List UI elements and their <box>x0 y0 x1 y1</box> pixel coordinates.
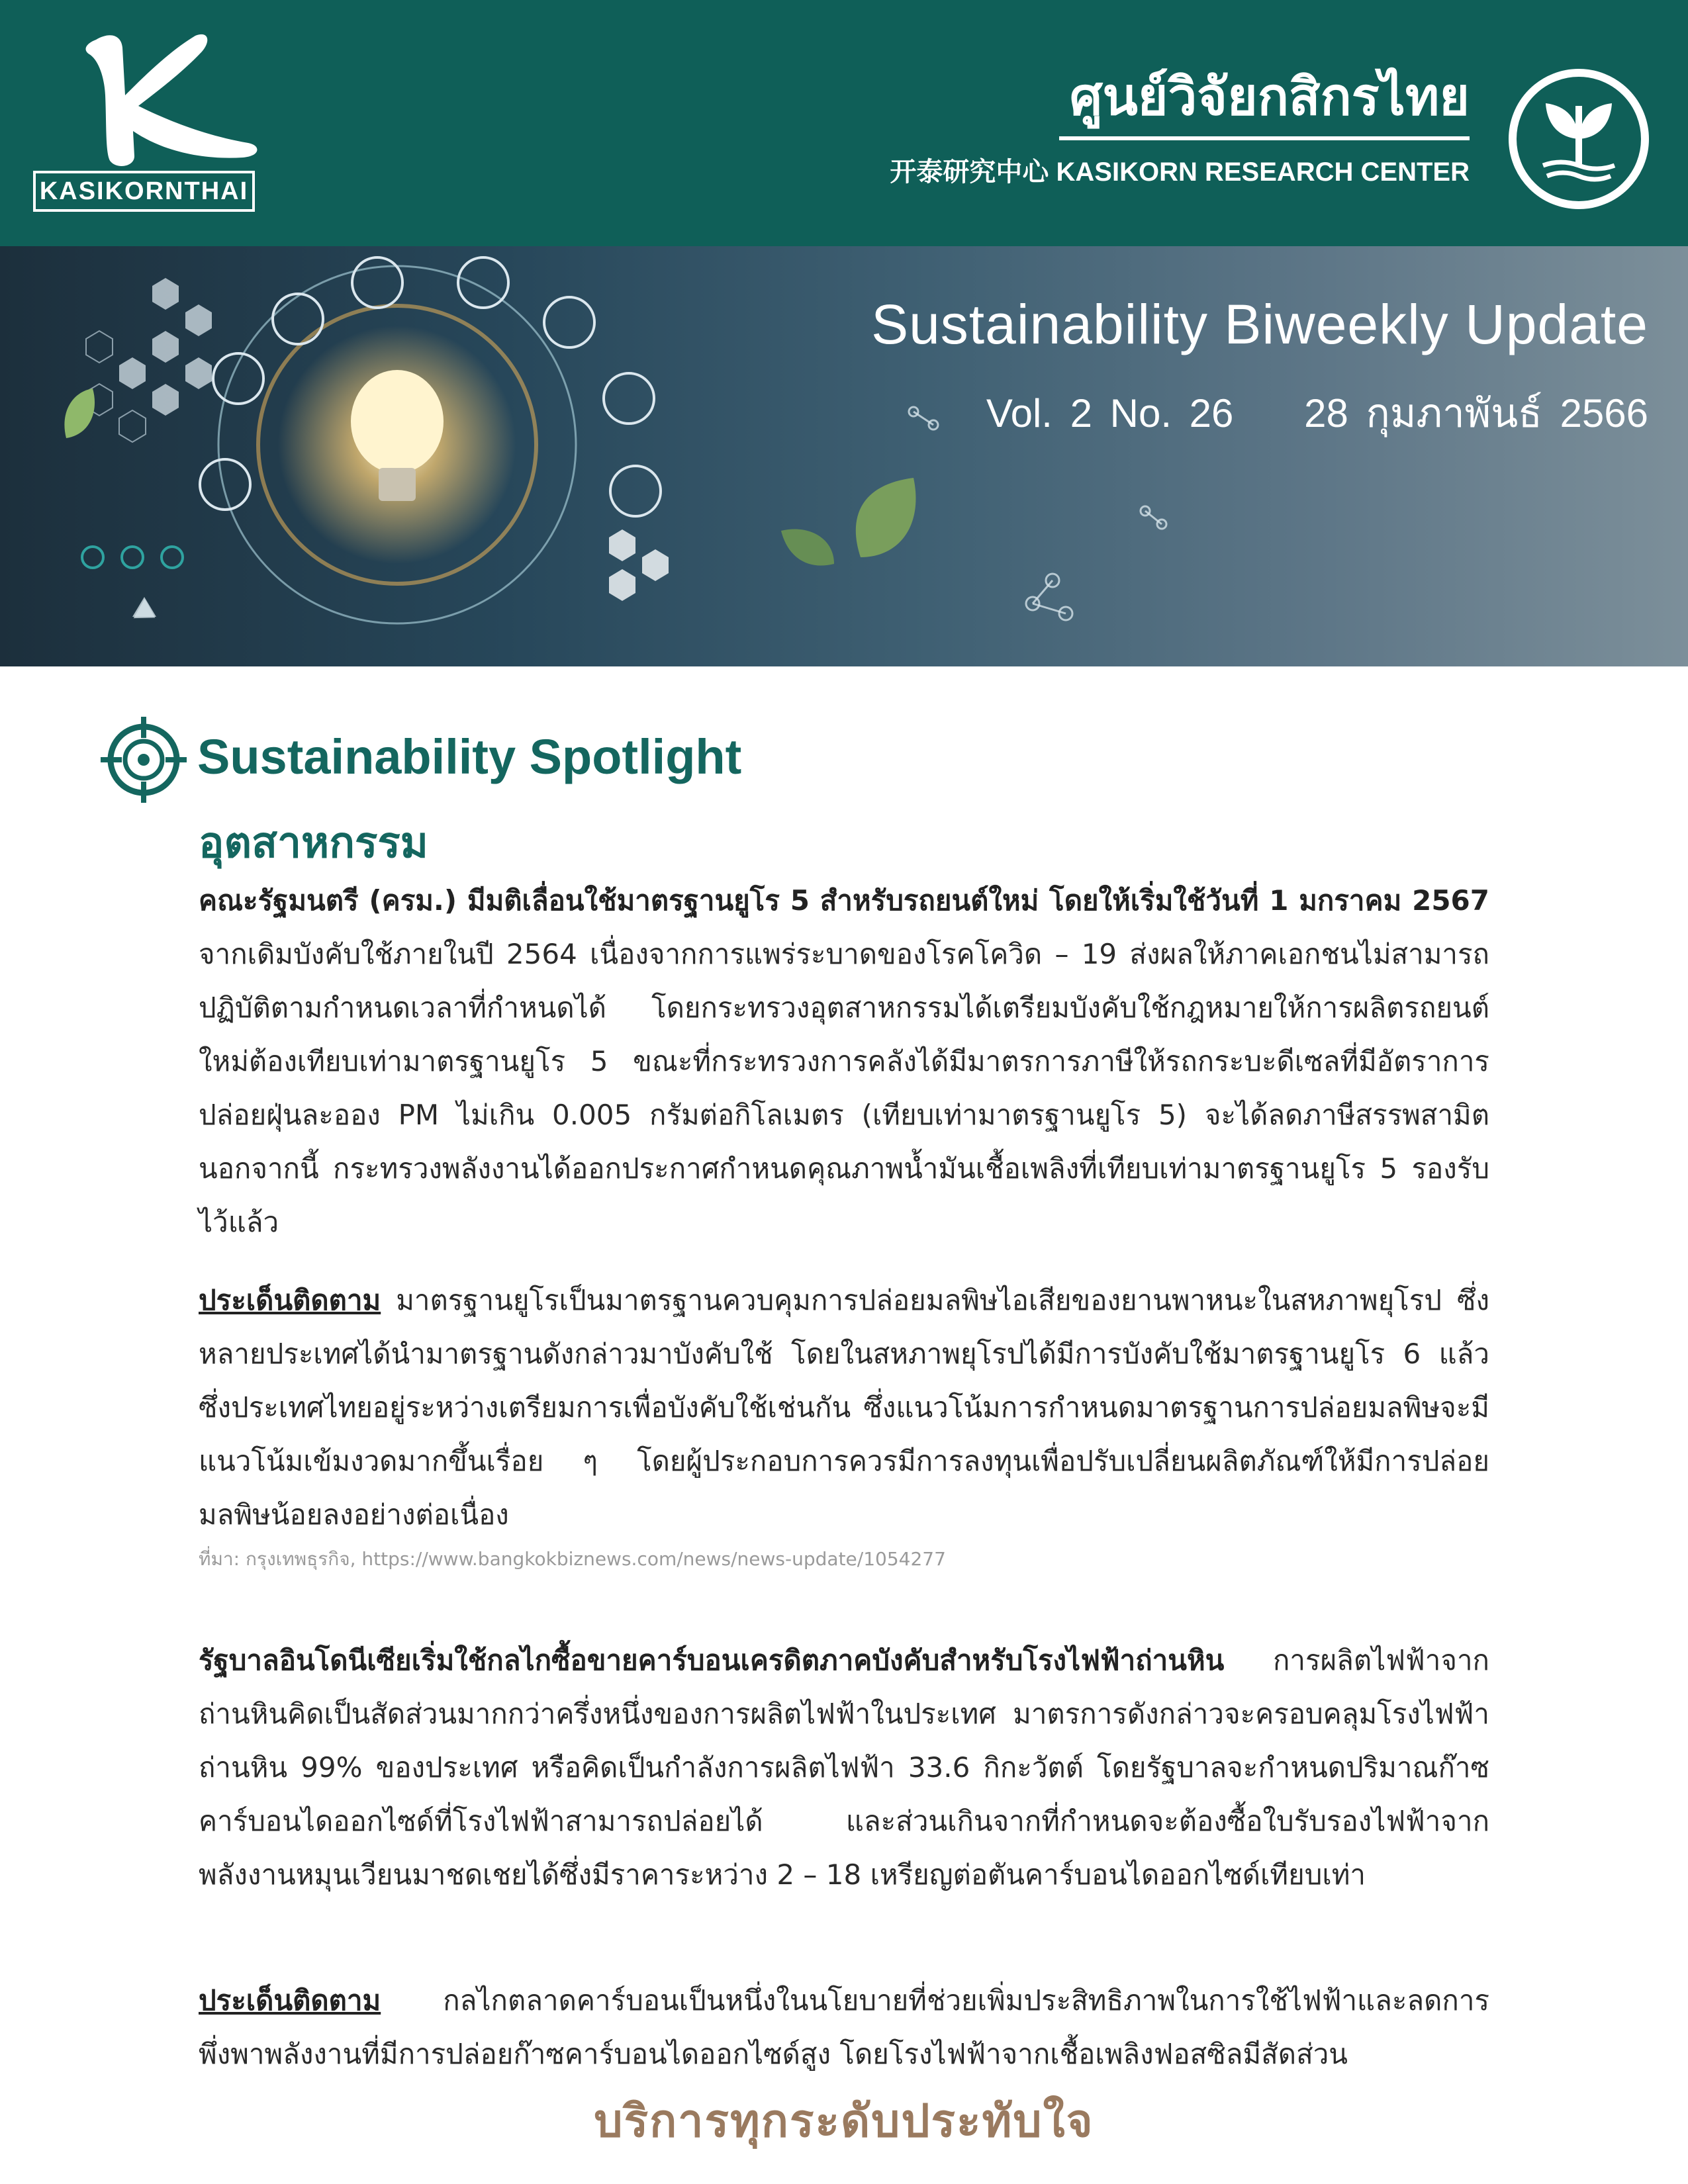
brand-logo-text: KASIKORNTHAI <box>33 171 255 212</box>
article-1-watch-body: มาตรฐานยูโรเป็นมาตรฐานควบคุมการปล่อยมลพิษไอเสียของยานพาหนะในสหภาพยุโรป ซึ่งหลายประเทศได้นำมาตรฐานดังกล่าวมาบังคับใช้ โดยในสหภาพยุโรปได้มีการบังคับใช้มาตรฐานยูโร 6 แล้ว ซึ่งประเทศไทยอยู่ระหว่างเตรียมการเพื่อบังคับใช้เช่นกัน ซึ่งแนวโน้มการกำหนดมาตรฐานการปล่อยมลพิษจะมีแนวโน้มเข้มงวดมากขึ้นเรื่อย ๆ โดยผู้ประกอบการควรมีการลงทุนเพื่อปรับเปลี่ยนผลิตภัณฑ์ให้มีการปล่อยมลพิษน้อยลงอย่างต่อเนื่อง <box>199 1284 1489 1531</box>
article-1-summary <box>199 874 1489 1249</box>
article-2-headline: รัฐบาลอินโดนีเซียเริ่มใช้กลไกซื้อขายคาร์บอนเครดิตภาคบังคับสำหรับโรงไฟฟ้าถ่านหิน <box>199 1644 1225 1676</box>
article-1-body: จากเดิมบังคับใช้ภายในปี 2564 เนื่องจากการแพร่ระบาดของโรคโควิด – 19 ส่งผลให้ภาคเอกชนไม่สามารถปฏิบัติตามกำหนดเวลาที่กำหนดได้ โดยกระทรวงอุตสาหกรรมได้เตรียมบังคับใช้กฎหมายให้การผลิตรถยนต์ใหม่ต้องเทียบเท่ามาตรฐานยูโร 5 ขณะที่กระทรวงการคลังได้มีมาตรการภาษีให้รถกระบะดีเซลที่มีอัตราการปล่อยฝุ่นละออง PM ไม่เกิน 0.005 กรัมต่อกิโลเมตร (เทียบเท่ามาตรฐานยูโร 5) จะได้ลดภาษีสรรพสามิต นอกจากนี้ กระทรวงพลังงานได้ออกประกาศกำหนดคุณภาพน้ำมันเชื้อเพลิงที่เทียบเท่ามาตรฐานยูโร 5 รองรับไว้แล้ว <box>199 938 1489 1238</box>
kasikorn-emblem-icon <box>1506 66 1652 212</box>
issue-line <box>986 382 1648 445</box>
header-divider <box>1059 136 1470 140</box>
issue-date: 28 กุมภาพันธ์ 2566 <box>1304 391 1648 435</box>
article-2-watch <box>199 1974 1489 2081</box>
article-2-body: การผลิตไฟฟ้าจากถ่านหินคิดเป็นสัดส่วนมากกว่าครึ่งหนึ่งของการผลิตไฟฟ้าในประเทศ มาตรการดังกล่าวจะครอบคลุมโรงไฟฟ้าถ่านหิน 99% ของประเทศ หรือคิดเป็นกำลังการผลิตไฟฟ้า 33.6 กิกะวัตต์ โดยรัฐบาลจะกำหนดปริมาณก๊าซคาร์บอนไดออกไซด์ที่โรงไฟฟ้าสามารถปล่อยได้ และส่วนเกินจากที่กำหนดจะต้องซื้อใบรับรองไฟฟ้าจากพลังงานหมุนเวียนมาชดเชยได้ซึ่งมีราคาระหว่าง 2 – 18 เหรียญต่อตันคาร์บอนไดออกไซด์เทียบเท่า <box>199 1644 1489 1891</box>
kasikornthai-logo[interactable] <box>33 32 258 210</box>
center-name-thai: ศูนย์วิจัยกสิกรไทย <box>1069 68 1470 127</box>
article-1-watch-label: ประเด็นติดตาม <box>199 1284 381 1316</box>
target-icon <box>101 717 187 803</box>
article-2-watch-label: ประเด็นติดตาม <box>199 1984 381 2017</box>
newsletter-title: Sustainability Biweekly Update <box>871 293 1648 355</box>
article-1-source[interactable]: ที่มา: กรุงเทพธุรกิจ, https://www.bangkokbiznews.com/news/news-update/1054277 <box>199 1548 946 1570</box>
article-1-watch <box>199 1273 1489 1541</box>
footer-slogan: บริการทุกระดับประทับใจ <box>594 2095 1094 2148</box>
hero-banner <box>0 246 1688 666</box>
k-letter-icon <box>70 32 268 171</box>
article-2-watch-body: กลไกตลาดคาร์บอนเป็นหนึ่งในนโยบายที่ช่วยเพิ่มประสิทธิภาพในการใช้ไฟฟ้าและลดการพึ่งพาพลังงานที่มีการปล่อยก๊าซคาร์บอนไดออกไซด์สูง โดยโรงไฟฟ้าจากเชื้อเพลิงฟอสซิลมีสัดส่วน <box>199 1984 1489 2070</box>
spotlight-heading: Sustainability Spotlight <box>197 729 742 784</box>
article-2-summary <box>199 1633 1489 1901</box>
center-name-english: 开泰研究中心 KASIKORN RESEARCH CENTER <box>890 158 1470 187</box>
article-1-headline: คณะรัฐมนตรี (ครม.) มีมติเลื่อนใช้มาตรฐานยูโร 5 สำหรับรถยนต์ใหม่ โดยให้เริ่มใช้วันที่ 1 มกราคม 2567 <box>199 884 1489 917</box>
header-bar <box>0 0 1688 246</box>
section-title: อุตสาหกรรม <box>199 819 428 868</box>
issue-volume: Vol. 2 No. 26 <box>986 391 1234 435</box>
